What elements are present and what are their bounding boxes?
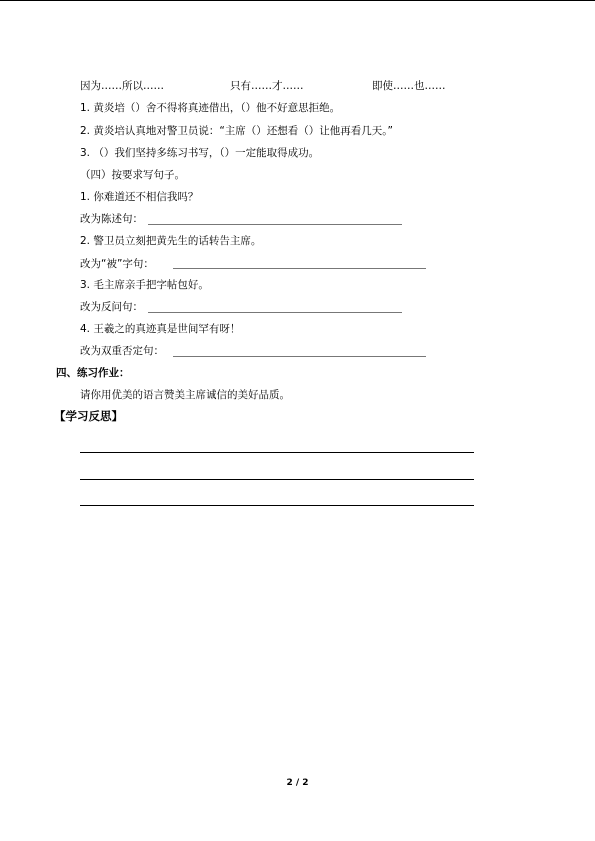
reflection-line-1[interactable] (80, 452, 474, 453)
rewrite-prompt-1: 改为陈述句： (80, 213, 143, 225)
section4-title: 四、练习作业： (56, 367, 130, 379)
part4-title: （四）按要求写句子。 (80, 169, 185, 181)
rewrite-sentence-3: 3. 毛主席亲手把字帖包好。 (80, 279, 209, 291)
reflection-line-3[interactable] (80, 505, 474, 506)
rewrite-sentence-1: 1. 你难道还不相信我吗？ (80, 191, 199, 203)
fill-item-2: 2. 黄炎培认真地对警卫员说：“主席（）还想看（）让他再看几天。” (80, 125, 393, 137)
reflection-line-2[interactable] (80, 479, 474, 480)
answer-line-2[interactable] (173, 268, 426, 269)
connective-2: 只有……才…… (230, 80, 304, 92)
rewrite-prompt-3: 改为反问句： (80, 301, 143, 313)
answer-line-3[interactable] (148, 312, 402, 313)
top-border (0, 0, 595, 1)
page-number: 2 / 2 (286, 778, 309, 788)
reflection-title: 【学习反思】 (54, 409, 123, 423)
rewrite-sentence-4: 4. 王羲之的真迹真是世间罕有呀！ (80, 323, 241, 335)
rewrite-prompt-4: 改为双重否定句： (80, 345, 164, 357)
homework-text: 请你用优美的语言赞美主席诚信的美好品质。 (80, 389, 290, 401)
rewrite-sentence-2: 2. 警卫员立刻把黄先生的话转告主席。 (80, 235, 262, 247)
answer-line-4[interactable] (173, 356, 426, 357)
answer-line-1[interactable] (148, 224, 402, 225)
fill-item-1: 1. 黄炎培（）舍不得将真迹借出，（）他不好意思拒绝。 (80, 102, 341, 114)
fill-item-3: 3. （）我们坚持多练习书写，（）一定能取得成功。 (80, 147, 320, 159)
rewrite-prompt-2: 改为“被”字句： (80, 258, 154, 270)
connective-1: 因为……所以…… (80, 80, 164, 92)
connective-3: 即使……也…… (372, 80, 446, 92)
